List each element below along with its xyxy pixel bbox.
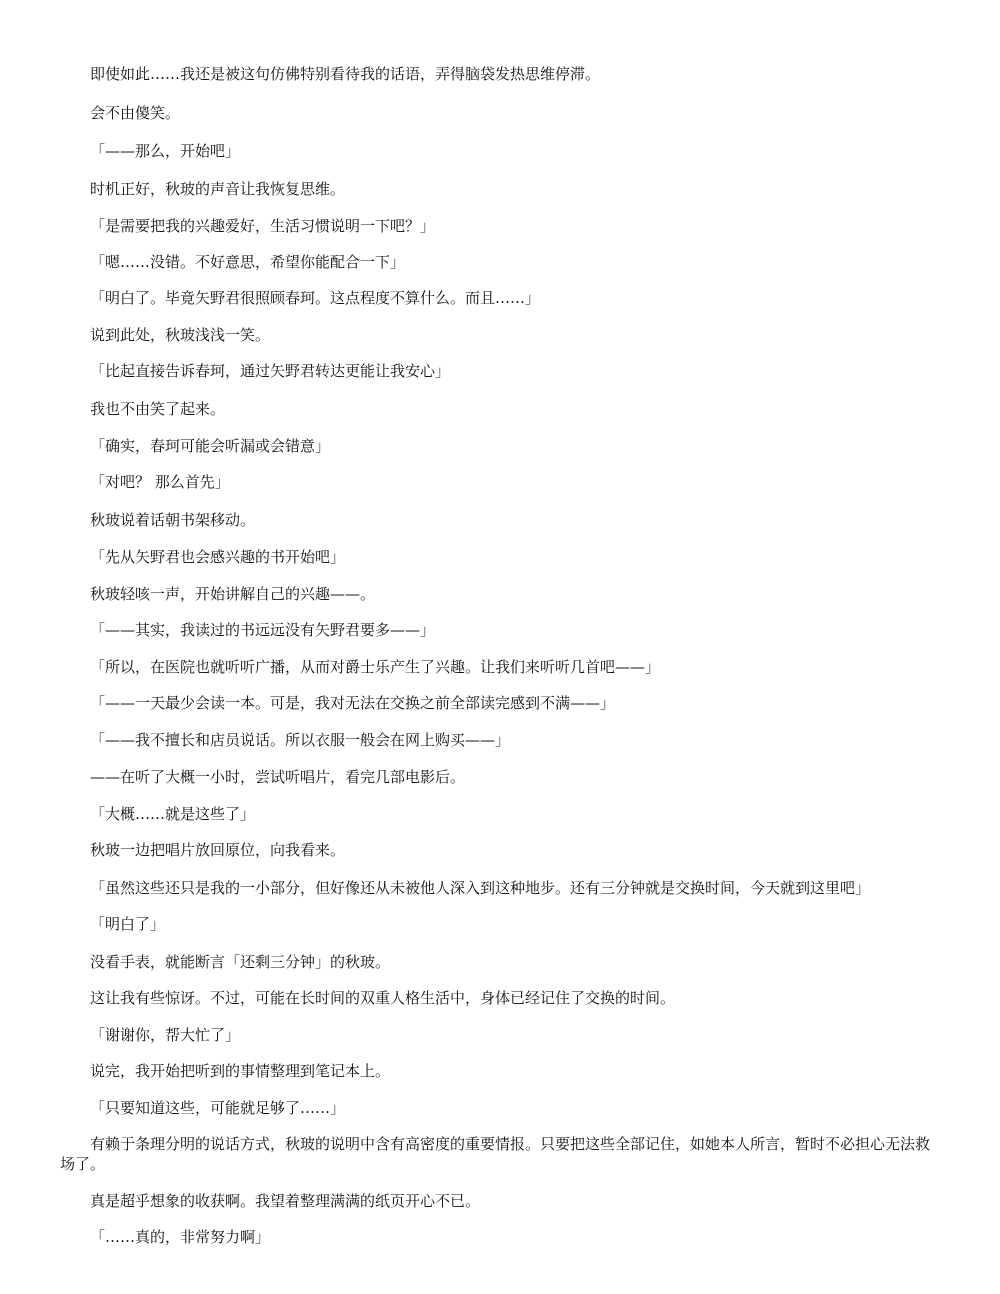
paragraph: 说到此处，秋玻浅浅一笑。: [90, 326, 271, 344]
paragraph: 「谢谢你，帮大忙了」: [90, 1026, 241, 1044]
paragraph: 「大概……就是这些了」: [90, 805, 256, 823]
paragraph: 「是需要把我的兴趣爱好，生活习惯说明一下吧？」: [90, 217, 436, 235]
paragraph: 「所以，在医院也就听听广播，从而对爵士乐产生了兴趣。让我们来听听几首吧——」: [90, 658, 661, 676]
paragraph: 秋玻说着话朝书架移动。: [90, 511, 256, 529]
paragraph: 「只要知道这些，可能就足够了……」: [90, 1099, 346, 1117]
paragraph: 说完，我开始把听到的事情整理到笔记本上。: [90, 1062, 391, 1080]
paragraph: 我也不由笑了起来。: [90, 400, 226, 418]
paragraph: 「明白了。毕竟矢野君很照顾春珂。这点程度不算什么。而且……」: [90, 289, 541, 307]
paragraph: 「——一天最少会读一本。可是，我对无法在交换之前全部读完感到不满——」: [90, 694, 616, 712]
paragraph: 「确实，春珂可能会听漏或会错意」: [90, 437, 331, 455]
paragraph: 「——其实，我读过的书远远没有矢野君要多——」: [90, 621, 436, 639]
paragraph: 「……真的，非常努力啊」: [90, 1228, 271, 1246]
paragraph: 这让我有些惊讶。不过，可能在长时间的双重人格生活中，身体已经记住了交换的时间。: [90, 989, 676, 1007]
paragraph: 秋玻一边把唱片放回原位，向我看来。: [90, 841, 346, 859]
paragraph: 时机正好，秋玻的声音让我恢复思维。: [90, 180, 346, 198]
paragraph: 即使如此……我还是被这句仿佛特别看待我的话语，弄得脑袋发热思维停滞。: [90, 65, 601, 83]
paragraph: 「——那么，开始吧」: [90, 142, 241, 160]
paragraph: 「嗯……没错。不好意思，希望你能配合一下」: [90, 253, 406, 271]
paragraph: ——在听了大概一小时，尝试听唱片，看完几部电影后。: [90, 768, 466, 786]
paragraph: 「比起直接告诉春珂，通过矢野君转达更能让我安心」: [90, 362, 451, 380]
paragraph: 会不由傻笑。: [90, 104, 181, 122]
paragraph: 真是超乎想象的收获啊。我望着整理满满的纸页开心不已。: [90, 1192, 481, 1210]
paragraph: 「虽然这些还只是我的一小部分，但好像还从未被他人深入到这种地步。还有三分钟就是交换时间，今天就到这里吧」: [90, 879, 871, 897]
paragraph: 有赖于条理分明的说话方式，秋玻的说明中含有高密度的重要情报。只要把这些全部记住，如她本人所言，暂时不必担心无法救场了。: [60, 1135, 931, 1173]
paragraph: 秋玻轻咳一声，开始讲解自己的兴趣——。: [90, 585, 376, 603]
paragraph: 「先从矢野君也会感兴趣的书开始吧」: [90, 548, 346, 566]
paragraph: 「——我不擅长和店员说话。所以衣服一般会在网上购买——」: [90, 731, 511, 749]
paragraph: 「明白了」: [90, 915, 166, 933]
paragraph: 没看手表，就能断言「还剩三分钟」的秋玻。: [90, 953, 391, 971]
paragraph: 「对吧？ 那么首先」: [90, 473, 230, 491]
